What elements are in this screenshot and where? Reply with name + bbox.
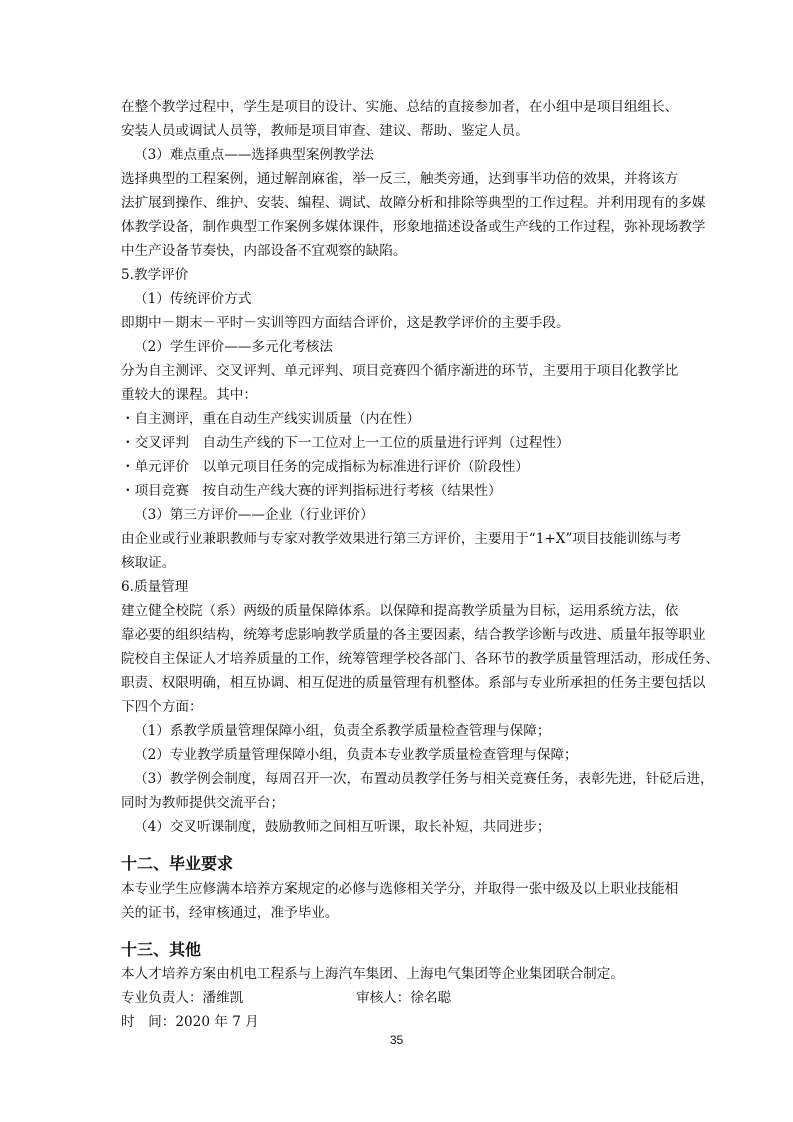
section-heading-graduation: 十二、毕业要求 [121, 854, 234, 873]
text-line: 下四个方面： [121, 699, 203, 715]
text-line: 院校自主保证人才培养质量的工作，统筹管理学校各部门、各环节的教学质量管理活动，形成任务、 [121, 651, 720, 667]
list-item: （3）教学例会制度，每周召开一次，布置动员教学任务与相关竞赛任务，表彰先进，针砭后进， [134, 771, 714, 787]
reviewer: 审核人：徐名聪 [356, 990, 452, 1006]
text-line: 职责、权限明确，相互协调、相互促进的质量管理有机整体。系部与专业所承担的任务主要包括以 [121, 675, 706, 691]
text-line: 安装人员或调试人员等，教师是项目审查、建议、帮助、鉴定人员。 [121, 123, 529, 139]
subheading: （2）学生评价——多元化考核法 [134, 339, 333, 355]
subheading: （1）传统评价方式 [134, 291, 252, 307]
bullet-item: ・单元评价 以单元项目任务的完成指标为标准进行评价（阶段性） [121, 459, 529, 475]
page-number: 35 [389, 1033, 404, 1047]
subheading: 6.质量管理 [121, 579, 189, 595]
list-item: （1）系教学质量管理保障小组，负责全系教学质量检查管理与保障； [134, 723, 551, 739]
text-line: 由企业或行业兼职教师与专家对教学效果进行第三方评价，主要用于“1+X”项目技能训练与考 [121, 531, 682, 547]
text-line: 核取证。 [121, 555, 176, 571]
text-line: 体教学设备，制作典型工作案例多媒体课件，形象地描述设备或生产线的工作过程，弥补现场教学 [121, 219, 706, 235]
text-line: 在整个教学过程中，学生是项目的设计、实施、总结的直接参加者，在小组中是项目组组长、 [121, 99, 679, 115]
bullet-item: ・自主测评，重在自动生产线实训质量（内在性） [121, 411, 421, 427]
text-line: 本人才培养方案由机电工程系与上海汽车集团、上海电气集团等企业集团联合制定。 [121, 966, 624, 982]
text-line: 建立健全校院（系）两级的质量保障体系。以保障和提高教学质量为目标，运用系统方法，依 [121, 603, 679, 619]
subheading: 5.教学评价 [121, 267, 189, 283]
text-line: 法扩展到操作、维护、安装、编程、调试、故障分析和排除等典型的工作过程。并利用现有的多媒 [121, 195, 706, 211]
list-item: （2）专业教学质量管理保障小组，负责本专业教学质量检查管理与保障； [134, 747, 578, 763]
list-item: （4）交叉听课制度，鼓励教师之间相互听课，取长补短，共同进步； [134, 819, 551, 835]
text-line: 选择典型的工程案例，通过解剖麻雀，举一反三，触类旁通，达到事半功倍的效果，并将该方 [121, 171, 679, 187]
date-line: 时 间：2020 年 7 月 [121, 1014, 259, 1030]
text-line: 中生产设备节奏快，内部设备不宜观察的缺陷。 [121, 243, 407, 259]
text-line: 即期中－期末－平时－实训等四方面结合评价，这是教学评价的主要手段。 [121, 315, 570, 331]
text-line: 重较大的课程。其中： [121, 387, 257, 403]
section-heading-other: 十三、其他 [121, 940, 202, 959]
text-line: 同时为教师提供交流平台； [121, 795, 285, 811]
subheading: （3）第三方评价——企业（行业评价） [134, 507, 374, 523]
subheading: （3）难点重点——选择典型案例教学法 [134, 147, 374, 163]
text-line: 靠必要的组织结构，统筹考虑影响教学质量的各主要因素，结合教学诊断与改进、质量年报等职业 [121, 627, 706, 643]
bullet-item: ・项目竞赛 按自动生产线大赛的评判指标进行考核（结果性） [121, 483, 502, 499]
text-line: 关的证书，经审核通过，准予毕业。 [121, 905, 339, 921]
bullet-item: ・交叉评判 自动生产线的下一工位对上一工位的质量进行评判（过程性） [121, 435, 570, 451]
text-line: 分为自主测评、交叉评判、单元评判、项目竞赛四个循序渐进的环节，主要用于项目化教学比 [121, 363, 679, 379]
text-line: 本专业学生应修满本培养方案规定的必修与选修相关学分，并取得一张中级及以上职业技能相 [121, 881, 679, 897]
responsible-person: 专业负责人：潘维凯 [121, 990, 244, 1006]
